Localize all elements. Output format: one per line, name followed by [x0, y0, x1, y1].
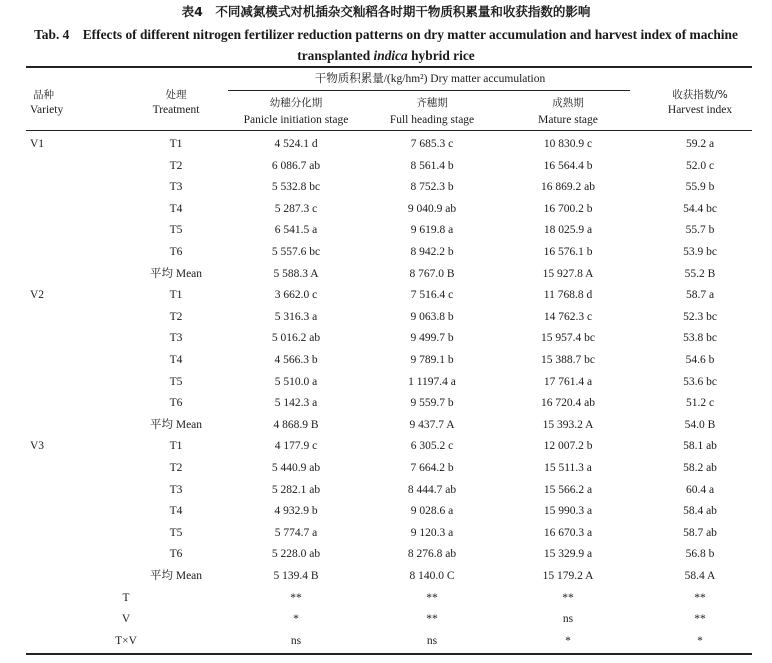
- treatment-cell: T3: [169, 332, 183, 345]
- panicle-initiation-cell: 4 177.9 c: [274, 440, 318, 453]
- harvest-index-cell: 58.4 ab: [683, 505, 717, 518]
- treatment-cell: T4: [169, 354, 183, 366]
- mature-cell: 15 990.3 a: [543, 505, 593, 518]
- treatment-cell: T2: [169, 310, 183, 323]
- panicle-initiation-cell: 5 228.0 ab: [271, 548, 321, 561]
- full-heading-cell: 7 664.2 b: [410, 462, 454, 474]
- stage1-header-en: Panicle initiation stage: [243, 114, 349, 126]
- stage3-header-en: Mature stage: [538, 114, 598, 126]
- full-heading-cell: 9 040.9 ab: [407, 202, 457, 215]
- mature-cell: 18 025.9 a: [543, 224, 593, 237]
- full-heading-cell: 9 499.7 b: [410, 332, 454, 345]
- caption-en-line1: Tab. 4 Effects of different nitrogen fertilizer reduction patterns on dry matter accumulation and harvest index of machine: [34, 27, 738, 42]
- anova-harvest-index-cell: **: [694, 591, 706, 604]
- full-heading-cell: 6 305.2 c: [410, 440, 454, 453]
- mature-cell: 15 511.3 a: [544, 462, 592, 474]
- harvest-index-cell: 58.7 ab: [683, 526, 717, 539]
- treatment-cell: T6: [169, 246, 183, 258]
- mature-cell: 16 869.2 ab: [541, 181, 595, 194]
- treatment-cell: T2: [169, 462, 183, 474]
- panicle-initiation-cell: 5 532.8 bc: [271, 181, 321, 194]
- full-heading-cell: 1 1197.4 a: [408, 375, 456, 388]
- harvest-index-cell: 58.7 a: [685, 289, 715, 302]
- harvest-index-cell: 58.1 ab: [683, 440, 717, 453]
- mature-cell: 16 700.2 b: [543, 202, 593, 215]
- full-heading-cell: 9 028.6 a: [410, 505, 454, 518]
- treatment-cell: 平均 Mean: [149, 570, 203, 582]
- treatment-cell: T5: [169, 375, 183, 388]
- panicle-initiation-cell: 5 282.1 ab: [271, 483, 321, 496]
- panicle-initiation-cell: 4 524.1 d: [274, 138, 318, 150]
- table-caption-en: [0, 24, 772, 66]
- treatment-cell: T1: [169, 289, 183, 302]
- dm-group-header: 干物质积累量/(kg/hm²) Dry matter accumulation: [314, 73, 546, 85]
- harvest-index-cell: 54.6 b: [685, 354, 715, 366]
- harvest-index-cell: 51.2 c: [685, 397, 715, 410]
- harvest-index-cell: 58.2 ab: [683, 462, 717, 474]
- panicle-initiation-cell: 3 662.0 c: [274, 289, 318, 302]
- dm-group-rule: [228, 90, 630, 91]
- table-caption-cn: 表4 不同减氮模式对机插杂交籼稻各时期干物质积累量和收获指数的影响: [181, 4, 591, 19]
- mature-cell: 15 566.2 a: [543, 483, 593, 496]
- mature-cell: 14 762.3 c: [543, 310, 593, 323]
- full-heading-cell: 9 619.8 a: [410, 224, 454, 237]
- mature-cell: 15 388.7 bc: [541, 354, 595, 366]
- harvest-index-cell: 59.2 a: [685, 138, 715, 150]
- harvest-index-cell: 53.9 bc: [683, 246, 717, 258]
- full-heading-cell: 7 685.3 c: [410, 138, 454, 150]
- anova-mature-cell: ns: [562, 613, 574, 626]
- panicle-initiation-cell: 5 142.3 a: [274, 397, 318, 410]
- mature-cell: 15 927.8 A: [542, 267, 594, 280]
- panicle-initiation-cell: 5 510.0 a: [274, 375, 318, 388]
- stage1-header-cn: 幼穗分化期: [269, 97, 323, 109]
- full-heading-cell: 8 752.3 b: [410, 181, 454, 194]
- header-bottom-rule: [26, 130, 752, 131]
- mature-cell: 16 720.4 ab: [541, 397, 595, 410]
- treatment-cell: T5: [169, 224, 183, 237]
- caption-en-line2-italic: indica: [373, 48, 408, 63]
- panicle-initiation-cell: 4 566.3 b: [274, 354, 318, 366]
- panicle-initiation-cell: 5 016.2 ab: [271, 332, 321, 345]
- full-heading-cell: 9 063.8 b: [410, 310, 454, 323]
- panicle-initiation-cell: 5 557.6 bc: [271, 246, 321, 258]
- anova-full-heading-cell: ns: [426, 634, 438, 647]
- mature-cell: 17 761.4 a: [543, 375, 593, 388]
- harvest-index-cell: 58.4 A: [684, 570, 716, 582]
- panicle-initiation-cell: 5 440.9 ab: [271, 462, 321, 474]
- treatment-cell: T4: [169, 202, 183, 215]
- anova-mature-cell: **: [562, 591, 574, 604]
- harvest-index-cell: 53.6 bc: [683, 375, 717, 388]
- variety-header-en: Variety: [30, 104, 64, 116]
- harvest-index-cell: 56.8 b: [685, 548, 715, 561]
- anova-factor-cell: T: [122, 591, 130, 604]
- treatment-cell: T6: [169, 548, 183, 561]
- mature-cell: 15 179.2 A: [542, 570, 594, 582]
- stage3-header-cn: 成熟期: [552, 97, 584, 109]
- anova-panicle-initiation-cell: **: [290, 591, 302, 604]
- full-heading-cell: 8 276.8 ab: [407, 548, 457, 561]
- full-heading-cell: 7 516.4 c: [410, 289, 454, 302]
- anova-full-heading-cell: **: [426, 613, 438, 626]
- variety-cell: V2: [30, 289, 45, 302]
- mature-cell: 15 957.4 bc: [541, 332, 595, 345]
- stage2-header-cn: 齐穗期: [416, 97, 448, 109]
- panicle-initiation-cell: 5 287.3 c: [274, 202, 318, 215]
- panicle-initiation-cell: 5 316.3 a: [274, 310, 318, 323]
- harvest-index-cell: 52.0 c: [685, 159, 715, 172]
- variety-header-cn: 品种: [33, 89, 54, 101]
- full-heading-cell: 8 140.0 C: [409, 570, 455, 582]
- anova-harvest-index-cell: *: [697, 634, 703, 647]
- mature-cell: 16 670.3 a: [543, 526, 593, 539]
- panicle-initiation-cell: 5 139.4 B: [273, 570, 319, 582]
- caption-en-line2-post: hybrid rice: [407, 48, 475, 63]
- bottom-rule: [26, 653, 752, 655]
- full-heading-cell: 9 789.1 b: [410, 354, 454, 366]
- treatment-cell: T1: [169, 440, 183, 453]
- anova-panicle-initiation-cell: *: [293, 613, 299, 626]
- treatment-cell: T3: [169, 483, 183, 496]
- harvest-index-cell: 52.3 bc: [683, 310, 717, 323]
- harvest-index-cell: 53.8 bc: [683, 332, 717, 345]
- treatment-cell: T6: [169, 397, 183, 410]
- full-heading-cell: 9 120.3 a: [410, 526, 454, 539]
- full-heading-cell: 8 767.0 B: [409, 267, 455, 280]
- mature-cell: 15 393.2 A: [542, 418, 594, 431]
- hi-header-cn: 收获指数/%: [672, 89, 728, 101]
- treatment-cell: 平均 Mean: [149, 418, 203, 431]
- mature-cell: 15 329.9 a: [543, 548, 593, 561]
- panicle-initiation-cell: 6 541.5 a: [274, 224, 318, 237]
- harvest-index-cell: 54.0 B: [684, 418, 716, 431]
- mature-cell: 12 007.2 b: [543, 440, 593, 453]
- treatment-cell: 平均 Mean: [149, 267, 203, 280]
- treatment-cell: T3: [169, 181, 183, 194]
- anova-panicle-initiation-cell: ns: [290, 634, 302, 647]
- caption-en-line2-pre: transplanted: [297, 48, 374, 63]
- harvest-index-cell: 60.4 a: [685, 483, 715, 496]
- panicle-initiation-cell: 6 086.7 ab: [271, 159, 321, 172]
- panicle-initiation-cell: 4 868.9 B: [273, 418, 319, 431]
- harvest-index-cell: 55.7 b: [685, 224, 715, 237]
- harvest-index-cell: 55.9 b: [685, 181, 715, 194]
- mature-cell: 10 830.9 c: [543, 138, 593, 150]
- full-heading-cell: 9 559.7 b: [410, 397, 454, 410]
- anova-factor-cell: V: [121, 613, 131, 626]
- panicle-initiation-cell: 5 774.7 a: [274, 526, 318, 539]
- stage2-header-en: Full heading stage: [389, 114, 475, 126]
- treatment-header-cn: 处理: [165, 89, 187, 101]
- variety-cell: V3: [30, 440, 45, 453]
- treatment-cell: T4: [169, 505, 183, 518]
- panicle-initiation-cell: 5 588.3 A: [273, 267, 319, 280]
- panicle-initiation-cell: 4 932.9 b: [274, 505, 318, 518]
- anova-harvest-index-cell: **: [694, 613, 706, 626]
- full-heading-cell: 8 942.2 b: [410, 246, 454, 258]
- harvest-index-cell: 55.2 B: [684, 267, 716, 280]
- variety-cell: V1: [30, 138, 45, 150]
- treatment-cell: T1: [169, 138, 183, 150]
- anova-full-heading-cell: **: [426, 591, 438, 604]
- treatment-header-en: Treatment: [152, 104, 200, 116]
- full-heading-cell: 8 444.7 ab: [407, 483, 457, 496]
- mature-cell: 16 564.4 b: [543, 159, 593, 172]
- treatment-cell: T2: [169, 159, 183, 172]
- mature-cell: 16 576.1 b: [543, 246, 593, 258]
- anova-factor-cell: T×V: [115, 634, 137, 647]
- full-heading-cell: 8 561.4 b: [410, 159, 454, 172]
- hi-header-en: Harvest index: [667, 104, 733, 116]
- harvest-index-cell: 54.4 bc: [683, 202, 717, 215]
- mature-cell: 11 768.8 d: [543, 289, 593, 302]
- anova-mature-cell: *: [565, 634, 571, 647]
- treatment-cell: T5: [169, 526, 183, 539]
- full-heading-cell: 9 437.7 A: [409, 418, 455, 431]
- top-rule: [26, 66, 752, 68]
